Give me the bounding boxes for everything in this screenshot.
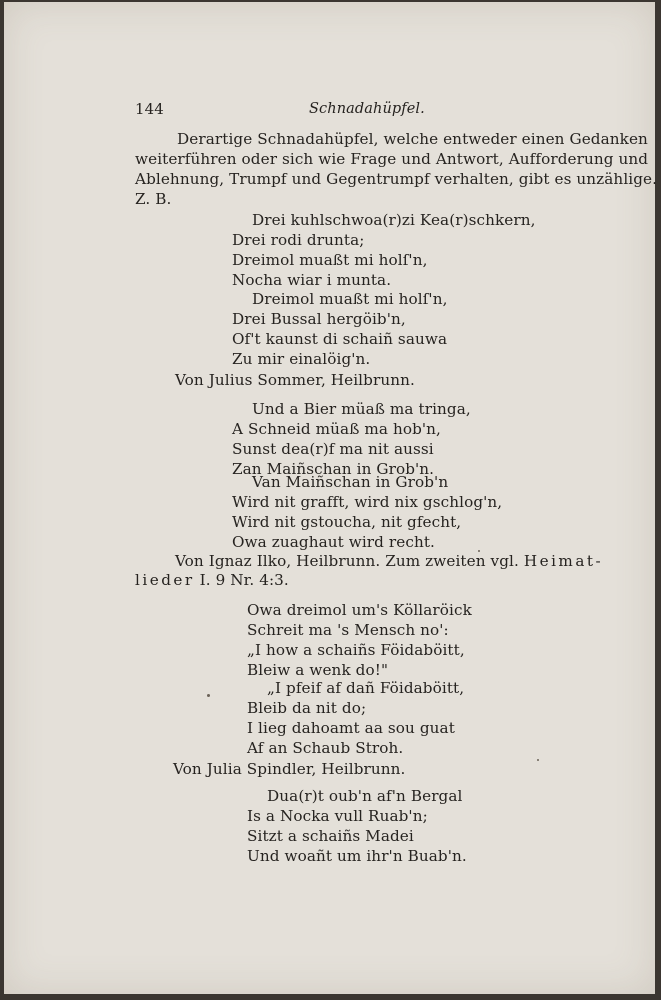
verse-line: Zu mir einalöig'n. — [232, 350, 371, 368]
verse-line: Sitzt a schaiñs Madei — [247, 827, 414, 845]
verse-line: Dreimol muaßt mi holſ'n, — [232, 251, 428, 269]
verse-line: Wird nit gstoucha, nit gfecht, — [232, 513, 462, 531]
attribution: Von Julia Spindler, Heilbrunn. — [173, 760, 406, 778]
verse-line: Bleib da nit do; — [247, 699, 367, 717]
verse-line: Owa zuaghaut wird recht. — [232, 533, 435, 551]
verse-line: Nocha wiar i munta. — [232, 271, 392, 289]
verse-line: Is a Nocka vull Ruab'n; — [247, 807, 428, 825]
verse-line: Zan Maiñschan in Grob'n. — [232, 460, 435, 478]
verse-line: Of't kaunst di schaiñ sauwa — [232, 330, 448, 348]
page-number: 144 — [135, 100, 164, 118]
attribution-spaced: lieder — [135, 571, 195, 589]
verse-line: Owa dreimol um's Köllaröick — [247, 601, 472, 619]
verse-line: A Schneid müaß ma hob'n, — [232, 420, 441, 438]
verse-line: Drei rodi drunta; — [232, 231, 365, 249]
intro-paragraph — [135, 129, 658, 209]
verse-line: Bleiw a wenk do!" — [247, 661, 389, 679]
verse-line: „I pfeif af dañ Föidaböitt, — [267, 679, 465, 697]
book-page — [4, 2, 658, 994]
verse-line: Sunst dea(r)f ma nit aussi — [232, 440, 434, 458]
paper-speck — [478, 550, 480, 552]
verse-line: Dreimol muaßt mi holſ'n, — [252, 290, 448, 308]
attribution — [175, 551, 603, 571]
intro-line: Z. B. — [135, 190, 172, 208]
verse-line: Und a Bier müaß ma tringa, — [252, 400, 471, 418]
verse-line: „I how a schaiñs Föidaböitt, — [247, 641, 465, 659]
verse-line: Und woañt um ihr'n Buab'n. — [247, 847, 467, 865]
verse — [247, 600, 472, 680]
paper-speck — [207, 694, 210, 697]
attribution-spaced: Heimat- — [523, 552, 604, 570]
verse-line: Dua(r)t oub'n af'n Bergal — [267, 787, 463, 805]
verse-line: Drei kuhlschwoa(r)zi Kea(r)schkern, — [252, 211, 536, 229]
attribution-text: I. 9 Nr. 4:3. — [194, 571, 289, 589]
verse — [232, 210, 536, 290]
verse-line: Van Maiñschan in Grob'n — [252, 473, 449, 491]
attribution-cont — [135, 570, 289, 590]
paper-speck — [537, 759, 539, 761]
verse — [232, 472, 502, 552]
attribution: Von Julius Sommer, Heilbrunn. — [175, 371, 415, 389]
verse — [232, 399, 471, 479]
verse-line: Drei Bussal hergöib'n, — [232, 310, 406, 328]
attribution-text: Von Ignaz Ilko, Heilbrunn. Zum zweiten vgl. — [175, 552, 519, 570]
verse — [232, 289, 448, 369]
verse-line: Schreit ma 's Mensch no': — [247, 621, 449, 639]
running-head: Schnadahüpfel. — [309, 101, 425, 117]
verse-line: I lieg dahoamt aa sou guat — [247, 719, 455, 737]
verse — [247, 786, 467, 866]
verse — [247, 678, 464, 758]
intro-line: weiterführen oder sich wie Frage und Antwort, Aufforderung und — [135, 150, 649, 168]
verse-line: Af an Schaub Stroh. — [247, 739, 404, 757]
intro-line: Derartige Schnadahüpfel, welche entweder einen Gedanken — [177, 130, 648, 148]
verse-line: Wird nit grafft, wird nix gschlog'n, — [232, 493, 503, 511]
intro-line: Ablehnung, Trumpf und Gegentrumpf verhalten, gibt es unzählige. — [135, 170, 658, 188]
